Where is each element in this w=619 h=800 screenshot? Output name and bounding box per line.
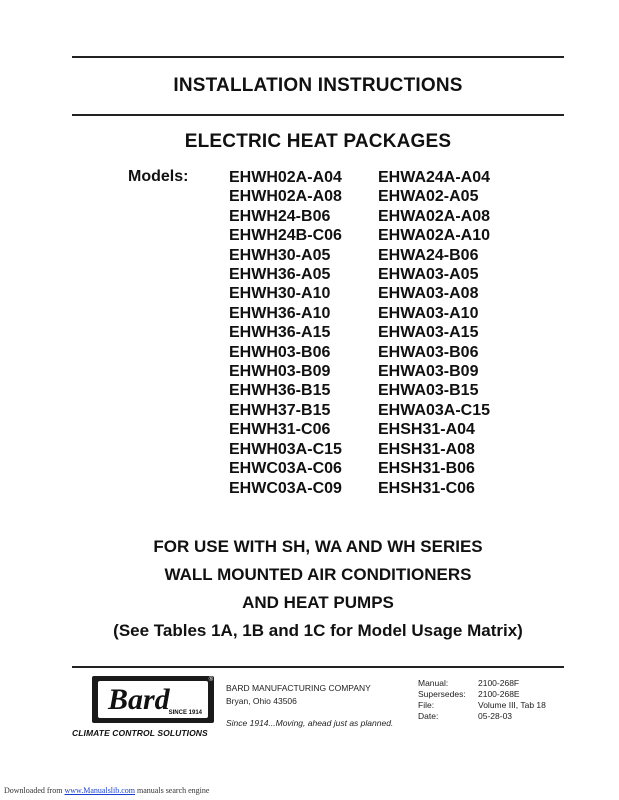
meta-row (418, 700, 546, 711)
model-number: EHWC03A-C09 (229, 479, 342, 497)
model-number: EHWA03-A05 (378, 266, 479, 284)
model-number: EHSH31-B06 (378, 460, 475, 478)
company-name: BARD MANUFACTURING COMPANY (226, 683, 371, 693)
usage-line-1: FOR USE WITH SH, WA AND WH SERIES (153, 537, 483, 556)
meta-value: 2100-268F (478, 678, 520, 688)
model-number: EHWH31-C06 (229, 421, 331, 439)
model-number: EHWH03-B06 (229, 343, 331, 361)
download-suffix: manuals search engine (135, 786, 210, 795)
page-title: INSTALLATION INSTRUCTIONS (173, 75, 463, 96)
company-info (226, 682, 393, 730)
model-number: EHWH30-A10 (229, 285, 331, 303)
model-number: EHWC03A-C06 (229, 460, 342, 478)
usage-line-3: AND HEAT PUMPS (242, 593, 394, 612)
logo-since: SINCE 1914 (168, 710, 202, 716)
model-number: EHWH02A-A08 (229, 188, 342, 206)
model-number: EHWA02A-A10 (378, 227, 491, 245)
models-label: Models: (128, 168, 189, 185)
model-number: EHWA02A-A08 (378, 207, 491, 225)
model-number: EHWH30-A05 (229, 246, 331, 264)
model-number: EHSH31-A04 (378, 421, 475, 439)
top-rule (72, 56, 564, 58)
model-number: EHWA03-B06 (378, 343, 479, 361)
meta-key: File: (418, 700, 435, 710)
company-address: Bryan, Ohio 43506 (226, 696, 297, 706)
model-number: EHWH24B-C06 (229, 227, 342, 245)
meta-key: Date: (418, 711, 439, 721)
model-number: EHWH36-A05 (229, 266, 331, 284)
model-number: EHWA24-B06 (378, 246, 479, 264)
model-number: EHWH37-B15 (229, 401, 331, 419)
meta-value: Volume III, Tab 18 (478, 700, 546, 710)
model-number: EHSH31-A08 (378, 440, 475, 458)
title-rule (72, 114, 564, 116)
model-number: EHWH02A-A04 (229, 169, 342, 186)
meta-key: Manual: (418, 678, 449, 688)
model-number: EHWH36-A10 (229, 304, 331, 322)
manualslib-link[interactable]: www.Manualslib.com (64, 786, 136, 795)
model-number: EHSH31-C06 (378, 479, 475, 497)
company-tagline: Since 1914...Moving, ahead just as planned. (226, 718, 394, 728)
logo-wordmark: Bard (108, 683, 170, 716)
model-number: EHWA03-B09 (378, 363, 479, 381)
meta-value: 05-28-03 (478, 711, 513, 721)
logo-box (92, 676, 214, 723)
meta-key: Supersedes: (418, 689, 466, 699)
model-number: EHWH03-B09 (229, 363, 331, 381)
model-number: EHWH36-A15 (229, 324, 331, 342)
meta-value: 2100-268E (478, 689, 520, 699)
model-number: EHWA03-A10 (378, 304, 479, 322)
model-number: EHWA03-A08 (378, 285, 479, 303)
download-notice (4, 786, 209, 795)
model-number: EHWH24-B06 (229, 207, 331, 225)
model-number: EHWA03A-C15 (378, 401, 491, 419)
usage-line-2: WALL MOUNTED AIR CONDITIONERS (164, 565, 472, 584)
model-number: EHWH36-B15 (229, 382, 331, 400)
models-column-2 (378, 168, 490, 498)
model-number: EHWH03A-C15 (229, 440, 342, 458)
meta-row (418, 711, 546, 722)
meta-row (418, 689, 546, 700)
manual-metadata (418, 678, 546, 722)
page-subtitle: ELECTRIC HEAT PACKAGES (184, 131, 452, 152)
meta-row (418, 678, 546, 689)
footer-rule (72, 666, 564, 668)
bard-logo (72, 676, 222, 741)
logo-registered-mark: ® (208, 677, 213, 683)
model-number: EHWA03-B15 (378, 382, 479, 400)
model-number: EHWA03-A15 (378, 324, 479, 342)
usage-line-4: (See Tables 1A, 1B and 1C for Model Usage Matrix) (113, 621, 523, 640)
download-prefix: Downloaded from (4, 786, 65, 795)
climate-control-slogan: CLIMATE CONTROL SOLUTIONS (72, 728, 208, 738)
logo-inner (98, 681, 208, 718)
models-column-1 (229, 168, 342, 498)
model-number: EHWA02-A05 (378, 188, 479, 206)
model-number: EHWA24A-A04 (378, 169, 491, 186)
